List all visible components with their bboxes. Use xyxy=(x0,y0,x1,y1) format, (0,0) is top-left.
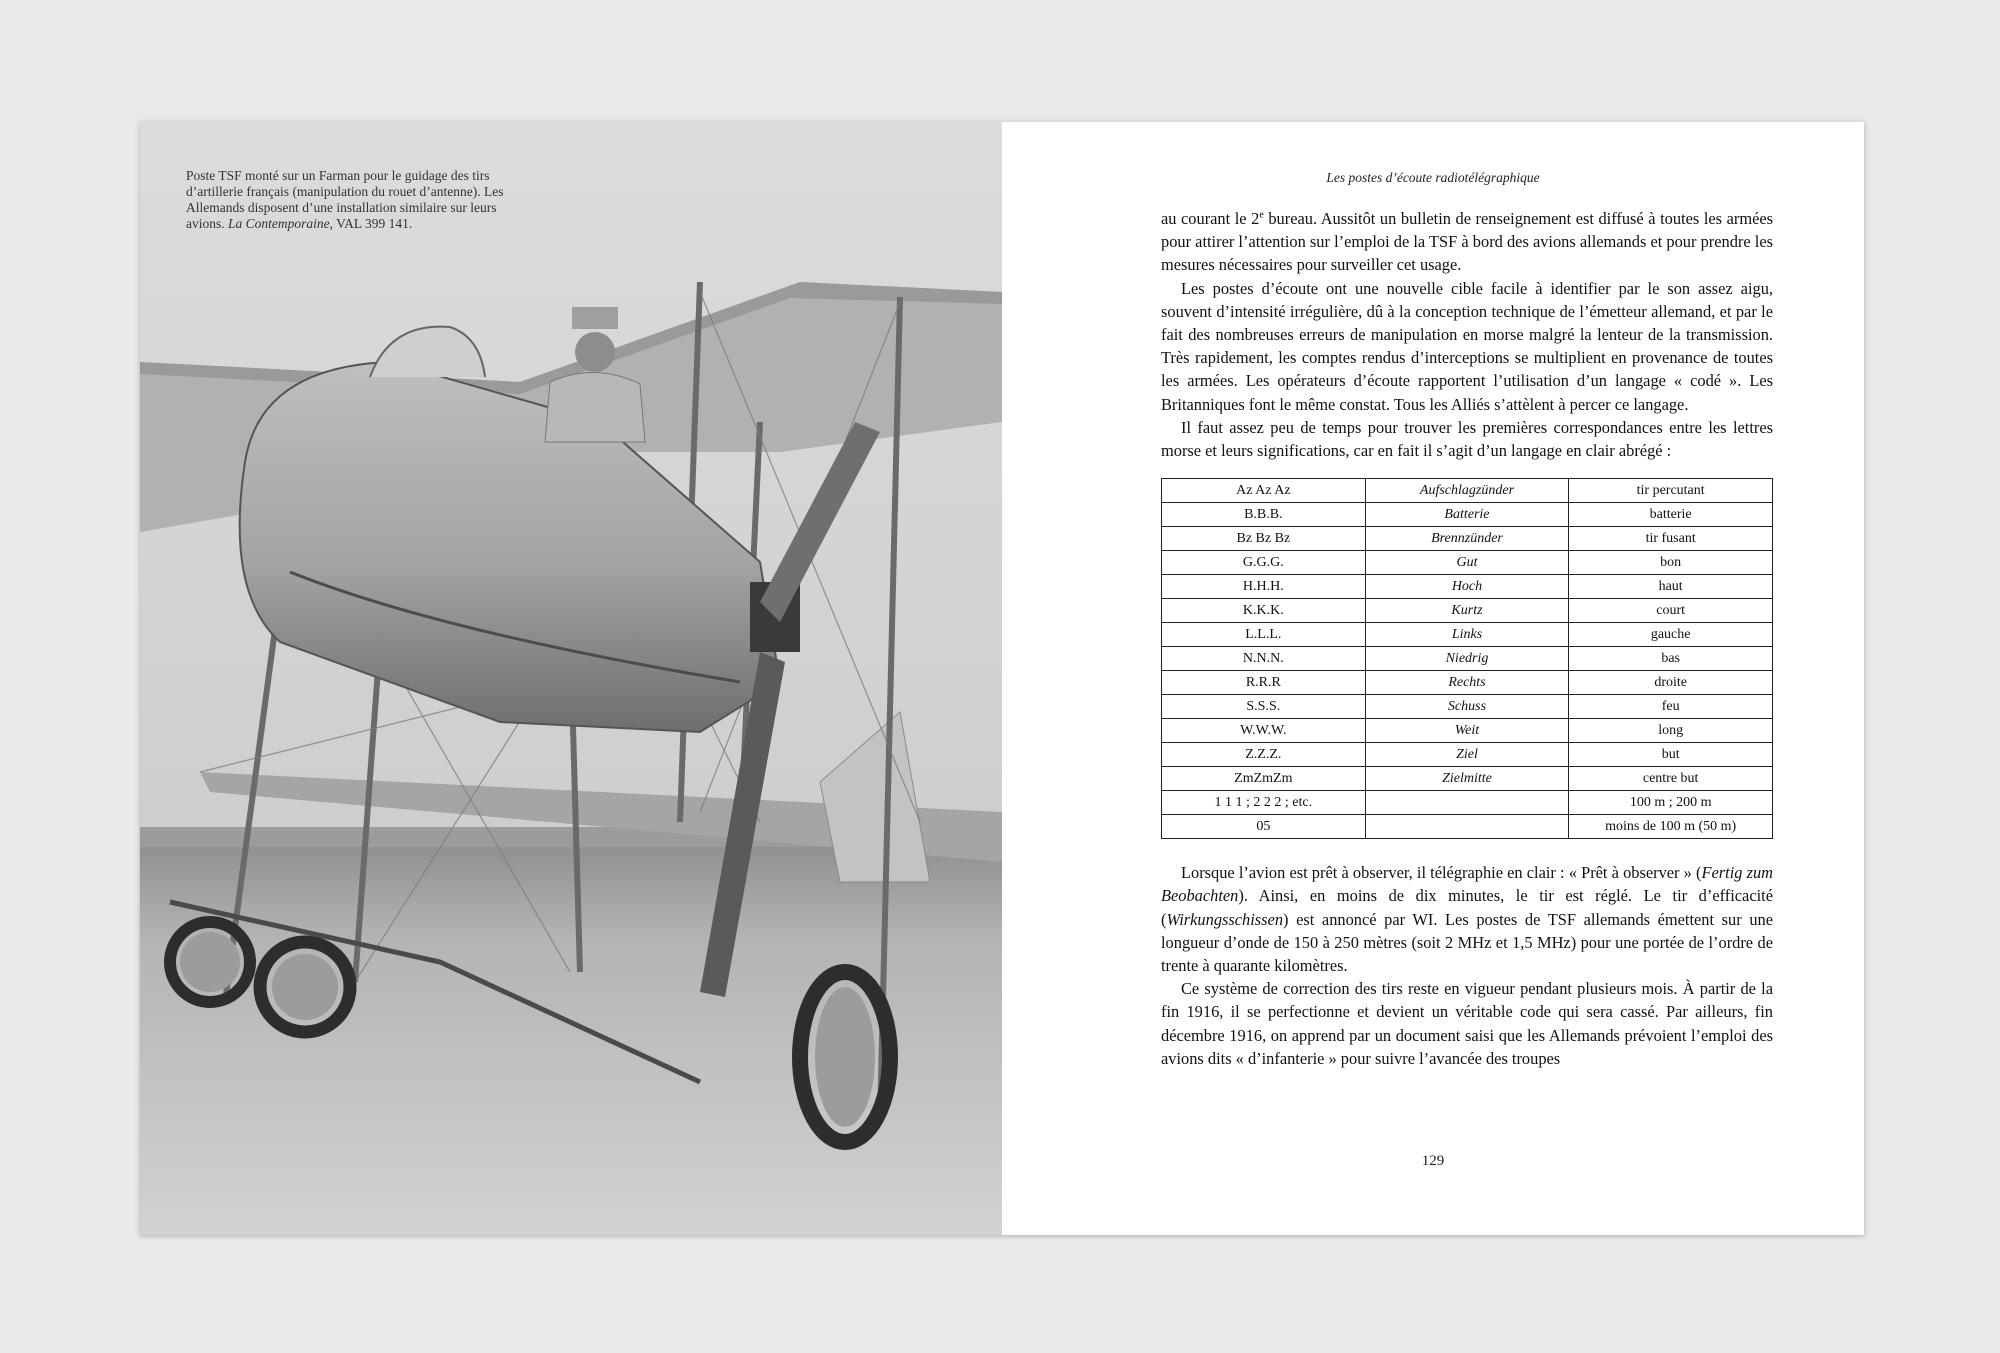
french-cell: court xyxy=(1569,599,1773,623)
french-cell: long xyxy=(1569,719,1773,743)
code-cell: G.G.G. xyxy=(1162,551,1366,575)
table-row xyxy=(1162,767,1773,791)
caption-text: Poste TSF monté sur un Farman pour le guidage des tirs d’artillerie français (manipulation du rouet d’antenne). Les Allemands disposent d’une installation similaire sur leurs avions. xyxy=(186,168,504,231)
paragraph-4: Lorsque l’avion est prêt à observer, il télégraphie en clair : « Prêt à observer » (Fertig zum Beobachten). Ainsi, en moins de dix minutes, le tir est réglé. Le tir d’efficacité (Wirkungsschissen) est annoncé par WI. Les postes de TSF allemands émettent sur une longueur d’onde de 150 à 250 mètres (soit 2 MHz et 1,5 MHz) pour une portée de l’ordre de trente à quarante kilomètres. xyxy=(1161,863,1774,976)
right-page xyxy=(1002,122,1864,1235)
left-page xyxy=(140,122,1002,1235)
paragraph-5: Ce système de correction des tirs reste en vigueur pendant plusieurs mois. À partir de la fin 1916, il se perfectionne et devient un véritable code qui sera cassé. Par ailleurs, fin décembre 1916, on apprend par un document saisi que les Allemands prévoient l’emploi des avions dits « d’infanterie » pour suivre l’avancée des troupes xyxy=(1161,979,1773,1068)
german-cell: Weit xyxy=(1365,719,1569,743)
table-row xyxy=(1162,743,1773,767)
code-cell: H.H.H. xyxy=(1162,575,1366,599)
german-cell xyxy=(1365,815,1569,839)
code-cell: N.N.N. xyxy=(1162,647,1366,671)
french-cell: tir fusant xyxy=(1569,527,1773,551)
german-cell: Gut xyxy=(1365,551,1569,575)
code-cell: W.W.W. xyxy=(1162,719,1366,743)
french-cell: gauche xyxy=(1569,623,1773,647)
german-cell: Zielmitte xyxy=(1365,767,1569,791)
french-cell: haut xyxy=(1569,575,1773,599)
table-row xyxy=(1162,527,1773,551)
german-cell: Aufschlagzünder xyxy=(1365,479,1569,503)
german-cell: Hoch xyxy=(1365,575,1569,599)
french-cell: centre but xyxy=(1569,767,1773,791)
running-head: Les postes d’écoute radiotélégraphique xyxy=(1326,170,1540,185)
code-cell: B.B.B. xyxy=(1162,503,1366,527)
paragraph-1: au courant le 2e bureau. Aussitôt un bulletin de renseignement est diffusé à toutes les armées pour attirer l’attention sur l’emploi de la TSF à bord des avions allemands et pour prendre les mesures nécessaires pour surveiller cet usage. xyxy=(1161,209,1773,275)
table-row xyxy=(1162,695,1773,719)
german-cell xyxy=(1365,791,1569,815)
table-row xyxy=(1162,647,1773,671)
code-cell: Az Az Az xyxy=(1162,479,1366,503)
french-cell: tir percutant xyxy=(1569,479,1773,503)
table-row xyxy=(1162,671,1773,695)
code-cell: ZmZmZm xyxy=(1162,767,1366,791)
body-text xyxy=(1161,207,1773,1070)
german-cell: Schuss xyxy=(1365,695,1569,719)
code-cell: S.S.S. xyxy=(1162,695,1366,719)
french-cell: 100 m ; 200 m xyxy=(1569,791,1773,815)
biplane-photo xyxy=(140,122,1002,1235)
table-row xyxy=(1162,503,1773,527)
book-spread xyxy=(140,122,1864,1235)
table-row xyxy=(1162,575,1773,599)
code-cell: R.R.R xyxy=(1162,671,1366,695)
french-cell: moins de 100 m (50 m) xyxy=(1569,815,1773,839)
code-cell: Z.Z.Z. xyxy=(1162,743,1366,767)
french-cell: bon xyxy=(1569,551,1773,575)
french-cell: feu xyxy=(1569,695,1773,719)
german-cell: Ziel xyxy=(1365,743,1569,767)
german-cell: Rechts xyxy=(1365,671,1569,695)
table-row xyxy=(1162,791,1773,815)
french-cell: bas xyxy=(1569,647,1773,671)
paragraph-3: Il faut assez peu de temps pour trouver les premières correspondances entre les lettres morse et leurs significations, car en fait il s’agit d’un langage en clair abrégé : xyxy=(1161,417,1773,461)
german-cell: Links xyxy=(1365,623,1569,647)
german-cell: Niedrig xyxy=(1365,647,1569,671)
french-cell: but xyxy=(1569,743,1773,767)
french-cell: droite xyxy=(1569,671,1773,695)
paragraph-2: Les postes d’écoute ont une nouvelle cible facile à identifier par le son assez aigu, souvent d’intensité irrégulière, dû à la conception technique de l’émetteur allemand, et par le fait des nombreuses erreurs de manipulation en morse malgré la lenteur de la transmission. Très rapidement, les comptes rendus d’interceptions se multiplient en provenance de toutes les armées. Les opérateurs d’écoute rapportent l’utilisation d’un langage « codé ». Les Britanniques font le même constat. Tous les Alliés s’attèlent à percer ce langage. xyxy=(1161,278,1773,414)
french-cell: batterie xyxy=(1569,503,1773,527)
code-cell: K.K.K. xyxy=(1162,599,1366,623)
table-row xyxy=(1162,815,1773,839)
german-cell: Brennzünder xyxy=(1365,527,1569,551)
photo-caption xyxy=(186,168,536,232)
caption-reference: , VAL 399 141. xyxy=(329,216,413,231)
code-cell: 05 xyxy=(1162,815,1366,839)
code-cell: 1 1 1 ; 2 2 2 ; etc. xyxy=(1162,791,1366,815)
table-row xyxy=(1162,479,1773,503)
page-number: 129 xyxy=(1421,1153,1445,1169)
table-row xyxy=(1162,719,1773,743)
german-cell: Kurtz xyxy=(1365,599,1569,623)
morse-code-table xyxy=(1161,478,1773,839)
code-cell: Bz Bz Bz xyxy=(1162,527,1366,551)
german-cell: Batterie xyxy=(1365,503,1569,527)
caption-source: La Contemporaine xyxy=(228,216,330,231)
table-row xyxy=(1162,599,1773,623)
table-row xyxy=(1162,551,1773,575)
code-cell: L.L.L. xyxy=(1162,623,1366,647)
table-row xyxy=(1162,623,1773,647)
